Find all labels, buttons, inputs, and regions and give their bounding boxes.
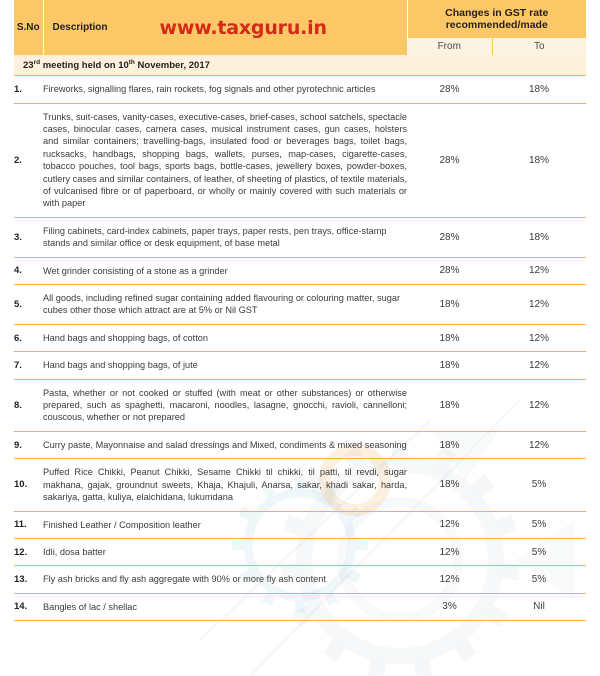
- cell-sno: 12.: [14, 538, 43, 565]
- table-row: [14, 511, 586, 538]
- column-header-to: To: [492, 38, 586, 55]
- cell-description: Curry paste, Mayonnaise and salad dressings and Mixed, condiments & mixed seasoning: [43, 431, 407, 458]
- cell-rate-to: 12%: [492, 257, 586, 284]
- cell-sno: 10.: [14, 459, 43, 511]
- meeting-banner-text: [14, 55, 586, 76]
- cell-sno: 9.: [14, 431, 43, 458]
- table-body: [14, 55, 586, 621]
- table-row: [14, 324, 586, 351]
- cell-rate-from: 18%: [407, 379, 492, 431]
- cell-description: Idli, dosa batter: [43, 538, 407, 565]
- cell-rate-to: 12%: [492, 352, 586, 379]
- cell-rate-to: 12%: [492, 379, 586, 431]
- cell-rate-from: 3%: [407, 593, 492, 620]
- meeting-middle-text: meeting held on 10: [40, 60, 129, 72]
- cell-rate-to: 12%: [492, 431, 586, 458]
- cell-rate-to: 5%: [492, 511, 586, 538]
- cell-sno: 2.: [14, 103, 43, 217]
- table-row: [14, 285, 586, 325]
- cell-rate-to: 5%: [492, 459, 586, 511]
- table-row: [14, 217, 586, 257]
- meeting-number: 23: [23, 60, 34, 72]
- cell-description: Hand bags and shopping bags, of jute: [43, 352, 407, 379]
- meeting-suffix-text: November, 2017: [134, 60, 210, 72]
- cell-sno: 7.: [14, 352, 43, 379]
- table-row: [14, 76, 586, 103]
- table-row: [14, 566, 586, 593]
- cell-rate-to: Nil: [492, 593, 586, 620]
- cell-rate-from: 18%: [407, 459, 492, 511]
- cell-rate-to: 5%: [492, 538, 586, 565]
- table-row: [14, 257, 586, 284]
- meeting-banner-row: [14, 55, 586, 76]
- changes-label-line2: recommended/made: [445, 19, 548, 31]
- cell-rate-from: 18%: [407, 352, 492, 379]
- cell-rate-from: 28%: [407, 257, 492, 284]
- cell-rate-to: 18%: [492, 217, 586, 257]
- cell-sno: 1.: [14, 76, 43, 103]
- cell-sno: 8.: [14, 379, 43, 431]
- table-row: [14, 103, 586, 217]
- table-row: [14, 352, 586, 379]
- cell-description: Finished Leather / Composition leather: [43, 511, 407, 538]
- cell-sno: 5.: [14, 285, 43, 325]
- taxguru-logo-text: www.taxguru.in: [159, 16, 327, 39]
- cell-description: Fly ash bricks and fly ash aggregate with 90% or more fly ash content: [43, 566, 407, 593]
- column-header-sno: S.No: [14, 0, 43, 55]
- table-row: [14, 379, 586, 431]
- cell-rate-from: 12%: [407, 538, 492, 565]
- cell-rate-from: 12%: [407, 566, 492, 593]
- cell-sno: 6.: [14, 324, 43, 351]
- cell-rate-to: 12%: [492, 285, 586, 325]
- meeting-number-ordinal: rd: [33, 59, 41, 66]
- table-row: [14, 459, 586, 511]
- cell-rate-to: 18%: [492, 103, 586, 217]
- cell-rate-to: 5%: [492, 566, 586, 593]
- table-row: [14, 593, 586, 620]
- cell-rate-from: 28%: [407, 76, 492, 103]
- cell-sno: 13.: [14, 566, 43, 593]
- table-row: [14, 538, 586, 565]
- cell-rate-from: 28%: [407, 217, 492, 257]
- cell-description: Hand bags and shopping bags, of cotton: [43, 324, 407, 351]
- cell-description: Bangles of lac / shellac: [43, 593, 407, 620]
- cell-rate-to: 12%: [492, 324, 586, 351]
- cell-rate-from: 28%: [407, 103, 492, 217]
- cell-description: Puffed Rice Chikki, Peanut Chikki, Sesame Chikki til chikki, til patti, til revdi, sugar makhana, gajak, groundnut sweets, Khaja, Khajuli, Anarsa, sakar, khadi sakar, harda, sakariya, gatta, kuliya, elaichidana, lukumdana: [43, 459, 407, 511]
- column-header-from: From: [407, 38, 492, 55]
- cell-rate-from: 12%: [407, 511, 492, 538]
- cell-description: Wet grinder consisting of a stone as a grinder: [43, 257, 407, 284]
- cell-rate-from: 18%: [407, 285, 492, 325]
- cell-sno: 3.: [14, 217, 43, 257]
- changes-label-line1: Changes in GST rate: [445, 6, 549, 19]
- cell-sno: 11.: [14, 511, 43, 538]
- meeting-day-ordinal: th: [128, 59, 135, 66]
- column-header-changes-in-gst-rate: [407, 0, 586, 38]
- cell-sno: 14.: [14, 593, 43, 620]
- cell-description: Pasta, whether or not cooked or stuffed (with meat or other substances) or otherwise prepared, such as spaghetti, macaroni, noodles, lasagne, gnocchi, ravioli, cannelloni; couscous, whether or not prepared: [43, 379, 407, 431]
- cell-description: Trunks, suit-cases, vanity-cases, executive-cases, brief-cases, school satchels, spectacle cases, binocular cases, camera cases, musical instrument cases, gun cases, holsters and similar containers; travelling-bags, insulated food or beverages bags, toilet bags, rucksacks, handbags, shopping bags, wallets, purses, map-cases, cigarette-cases, tobacco pouches, tool bags, sports bags, bottle-cases, jewellery boxes, powder-boxes, cutlery cases and similar containers, of leather, of sheeting of plastics, of textile materials, of vulcanised fibre or of paperboard, or wholly or mainly covered with such materials or with paper: [43, 103, 407, 217]
- cell-description: Fireworks, signalling flares, rain rockets, fog signals and other pyrotechnic articles: [43, 76, 407, 103]
- cell-rate-from: 18%: [407, 324, 492, 351]
- cell-rate-to: 18%: [492, 76, 586, 103]
- table-row: [14, 431, 586, 458]
- column-header-description: [43, 0, 407, 55]
- taxguru-watermark-logo: [160, 17, 327, 39]
- gst-rate-table: [14, 0, 586, 621]
- cell-description: All goods, including refined sugar containing added flavouring or colouring matter, sugar cubes other those which attract are at 5% or Nil GST: [43, 285, 407, 325]
- table-header: [14, 0, 586, 55]
- cell-rate-from: 18%: [407, 431, 492, 458]
- column-header-description-label: Description: [52, 22, 108, 33]
- cell-sno: 4.: [14, 257, 43, 284]
- cell-description: Filing cabinets, card-index cabinets, paper trays, paper rests, pen trays, office-stamp stands and similar office or desk equipment, of base metal: [43, 217, 407, 257]
